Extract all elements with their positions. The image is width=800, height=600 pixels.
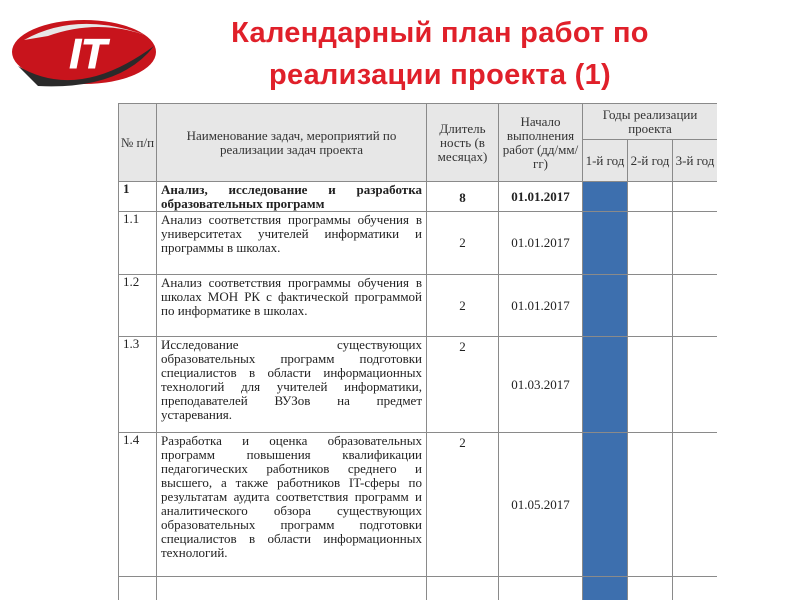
year-1-cell: [583, 275, 628, 337]
table-row: [119, 433, 718, 577]
year-2-cell: [628, 337, 673, 433]
row-start-date: 01.05.2017: [499, 433, 583, 577]
year-1-cell: [583, 182, 628, 212]
schedule-table-container: [118, 103, 717, 600]
year-1-cell: [583, 433, 628, 577]
row-start-date: 01.03.2017: [499, 337, 583, 433]
slide-title: [160, 12, 720, 96]
row-num: 1.2: [119, 275, 157, 337]
table-row: [119, 182, 718, 212]
it-logo: [8, 6, 160, 90]
slide-title-line-2: реализации проекта (1): [269, 59, 611, 91]
table-row: [119, 212, 718, 275]
year-2-cell: [628, 182, 673, 212]
year-2-cell: [628, 275, 673, 337]
year-2-cell: [628, 212, 673, 275]
row-num: 1.3: [119, 337, 157, 433]
row-start-date: 01.01.2017: [499, 182, 583, 212]
row-duration: 2: [427, 275, 499, 337]
row-start-date: 01.01.2017: [499, 212, 583, 275]
row-num: 1.1: [119, 212, 157, 275]
header-start-date: Начало выполнения работ (дд/мм/гг): [499, 104, 583, 182]
header-duration: Длитель ность (в месяцах): [427, 104, 499, 182]
year-1-cell: [583, 577, 628, 600]
row-task-name: Анализ соответствия программы обучения в школах МОН РК с фактической программой по информатике в школах.: [157, 275, 427, 337]
header-year-3: 3-й год: [673, 140, 718, 182]
row-task-name: Исследование существующих образовательных программ подготовки специалистов в области информационных технологий для учителей информатики, преподавателей ВУЗов на предмет устаревания.: [157, 337, 427, 433]
year-3-cell: [673, 212, 718, 275]
header-task-name: Наименование задач, мероприятий по реализации задач проекта: [157, 104, 427, 182]
year-3-cell: [673, 337, 718, 433]
row-num: 1: [119, 182, 157, 212]
row-duration: 8: [427, 182, 499, 212]
year-1-cell: [583, 212, 628, 275]
schedule-table: [118, 103, 717, 600]
table-row-cut-off: [119, 577, 718, 600]
slide-title-line-1: Календарный план работ по: [231, 17, 649, 49]
header-year-2: 2-й год: [628, 140, 673, 182]
row-task-name: Анализ, исследование и разработка образовательных программ: [157, 182, 427, 212]
row-duration: 2: [427, 212, 499, 275]
row-task-name: Разработка и оценка образовательных программ повышения квалификации педагогических работников среднего и высшего, а также работников IT-сферы по результатам аудита соответствия программ и аналитического обзора существующих образовательных программ подготовки специалистов в области информационных технологий.: [157, 433, 427, 577]
row-duration: 2: [427, 337, 499, 433]
year-2-cell: [628, 433, 673, 577]
table-row: [119, 337, 718, 433]
row-start-date: 01.01.2017: [499, 275, 583, 337]
row-num: 1.4: [119, 433, 157, 577]
table-row: [119, 275, 718, 337]
row-task-name: Анализ соответствия программы обучения в университетах учителей информатики и программы в школах.: [157, 212, 427, 275]
row-duration: 2: [427, 433, 499, 577]
year-3-cell: [673, 433, 718, 577]
year-3-cell: [673, 275, 718, 337]
header-years-group: Годы реализации проекта: [583, 104, 718, 140]
header-year-1: 1-й год: [583, 140, 628, 182]
year-3-cell: [673, 182, 718, 212]
header-num: № п/п: [119, 104, 157, 182]
year-1-cell: [583, 337, 628, 433]
logo-text: IT: [69, 30, 107, 77]
